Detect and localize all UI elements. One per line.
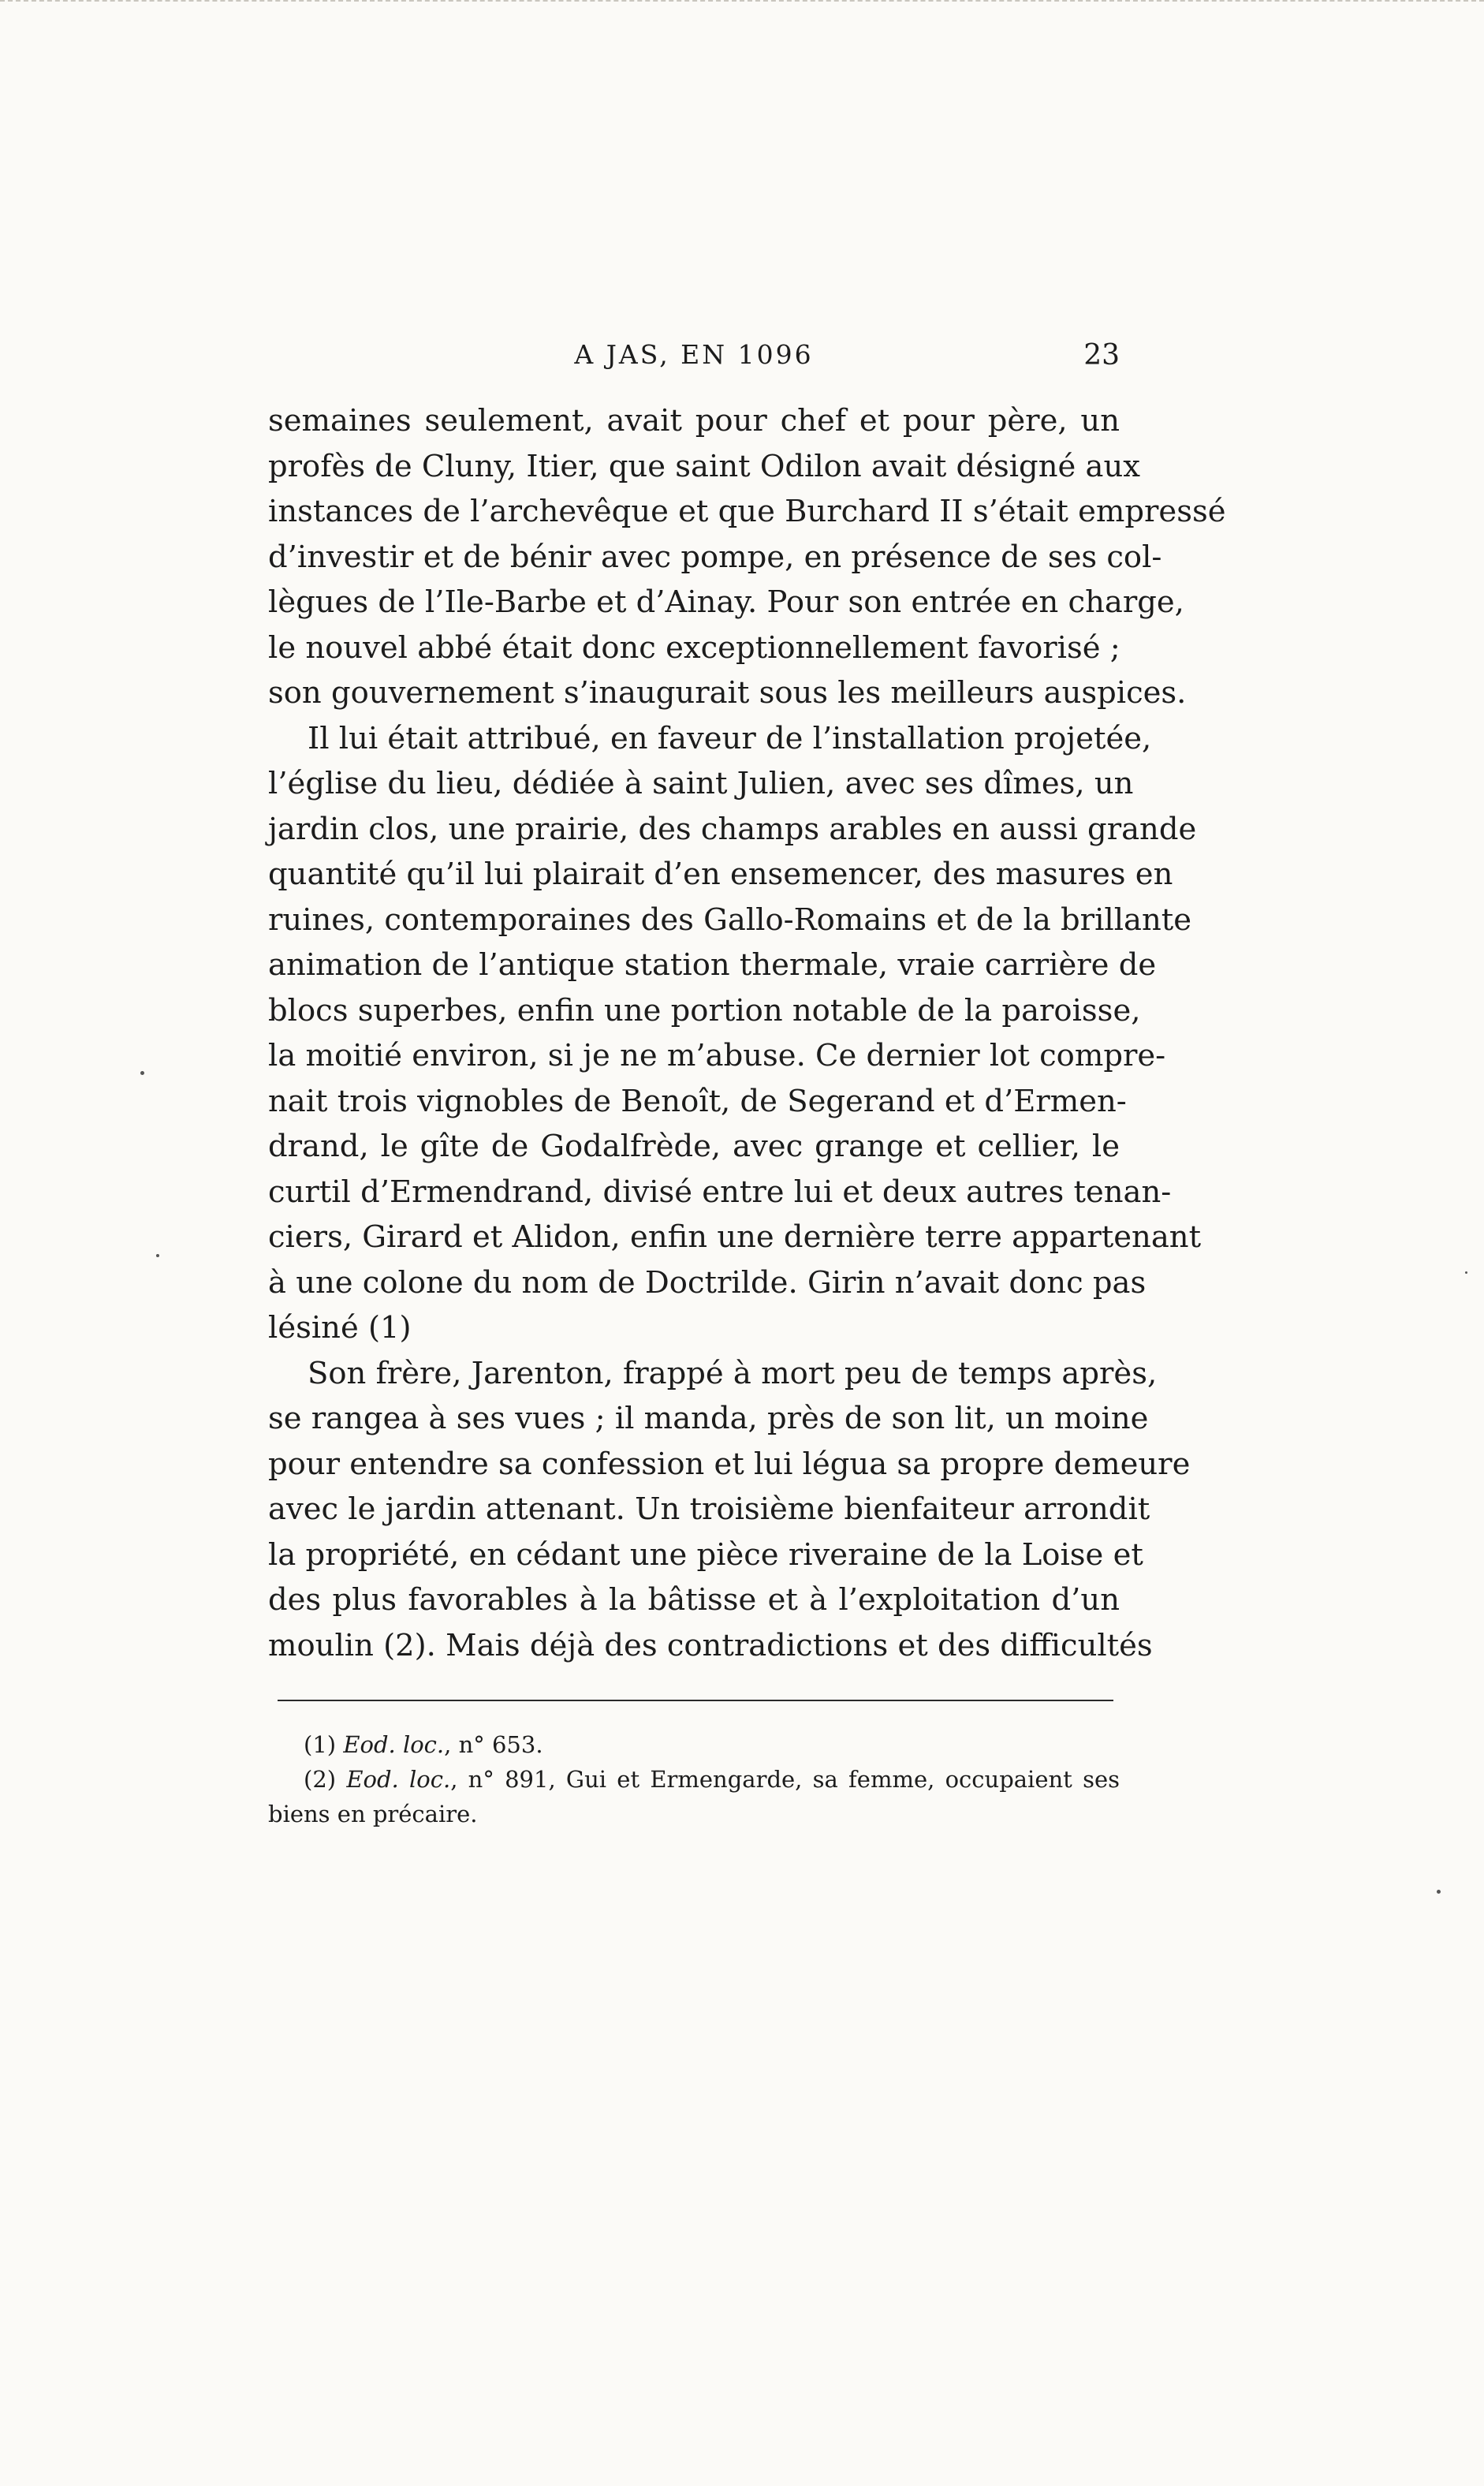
text-line: semaines seulement, avait pour chef et pour père, un — [268, 403, 1120, 439]
footnote-2-continuation: biens en précaire. — [268, 1801, 478, 1827]
text-line: l’église du lieu, dédiée à saint Julien, avec ses dîmes, un — [268, 766, 1134, 801]
text-line: des plus favorables à la bâtisse et à l’exploitation d’un — [268, 1582, 1120, 1618]
text-line: à une colone du nom de Doctrilde. Girin n’avait donc pas — [268, 1264, 1147, 1301]
text-line: drand, le gîte de Godalfrède, avec grange et cellier, le — [268, 1129, 1120, 1164]
text-line: moulin (2). Mais déjà des contradictions et des difficultés — [268, 1627, 1153, 1663]
speck — [156, 1254, 159, 1257]
text-line: nait trois vignobles de Benoît, de Segerand et d’Ermen- — [268, 1083, 1127, 1119]
text-line: Son frère, Jarenton, frappé à mort peu de temps après, — [308, 1355, 1158, 1391]
text-line: le nouvel abbé était donc exceptionnellement favorisé ; — [268, 629, 1120, 666]
text-line: lésiné (1) — [268, 1310, 412, 1346]
footnote-rule — [278, 1700, 1113, 1701]
page-header — [268, 339, 1120, 386]
footnote-2 — [268, 1762, 1120, 1797]
top-edge-mark — [0, 0, 1484, 6]
page-number: 23 — [1083, 339, 1120, 371]
text-line: avec le jardin attenant. Un troisième bienfaiteur arrondit — [268, 1491, 1150, 1527]
text-line: blocs superbes, enfin une portion notable de la paroisse, — [268, 992, 1141, 1028]
text-line: ciers, Girard et Alidon, enfin une dernière terre appartenant — [268, 1219, 1202, 1255]
text-line: se rangea à ses vues ; il manda, près de son lit, un moine — [268, 1401, 1149, 1436]
footnotes — [268, 1727, 1120, 1831]
text-line: curtil d’Ermendrand, divisé entre lui et deux autres tenan- — [268, 1174, 1172, 1210]
text-line: ruines, contemporaines des Gallo-Romains et de la brillante — [268, 901, 1192, 938]
text-line: quantité qu’il lui plairait d’en ensemencer, des masures en — [268, 857, 1173, 892]
text-line: la moitié environ, si je ne m’abuse. Ce dernier lot compre- — [268, 1038, 1166, 1073]
body-text — [268, 398, 1226, 1668]
text-line: lègues de l’Ile-Barbe et d’Ainay. Pour son entrée en charge, — [268, 584, 1184, 620]
footnote-marker: (2) — [304, 1766, 337, 1793]
footnote-reference: Eod. loc. — [346, 1766, 451, 1793]
footnote-reference: Eod. loc. — [343, 1731, 445, 1758]
footnote-1 — [268, 1727, 1120, 1762]
footnote-text: , n° 891, Gui et Ermengarde, sa femme, occupaient ses — [450, 1766, 1120, 1793]
text-line: d’investir et de bénir avec pompe, en présence de ses col- — [268, 539, 1162, 575]
footnote-marker: (1) — [304, 1731, 337, 1758]
text-line: animation de l’antique station thermale, vraie carrière de — [268, 947, 1157, 983]
text-line: instances de l’archevêque et que Burchard II s’était empressé — [268, 494, 1226, 529]
text-line: Il lui était attribué, en faveur de l’installation projetée, — [308, 720, 1152, 756]
speck — [1437, 1890, 1441, 1894]
text-line: jardin clos, une prairie, des champs arables en aussi grande — [268, 811, 1197, 847]
text-line: son gouvernement s’inaugurait sous les meilleurs auspices. — [268, 675, 1187, 711]
footnote-text: , n° 653. — [444, 1731, 543, 1758]
running-title: A JAS, EN 1096 — [574, 339, 814, 370]
text-line: la propriété, en cédant une pièce riveraine de la Loise et — [268, 1536, 1143, 1573]
text-line: profès de Cluny, Itier, que saint Odilon avait désigné aux — [268, 448, 1140, 484]
text-line: pour entendre sa confession et lui légua sa propre demeure — [268, 1446, 1191, 1482]
speck — [140, 1071, 144, 1075]
speck — [1465, 1271, 1467, 1274]
